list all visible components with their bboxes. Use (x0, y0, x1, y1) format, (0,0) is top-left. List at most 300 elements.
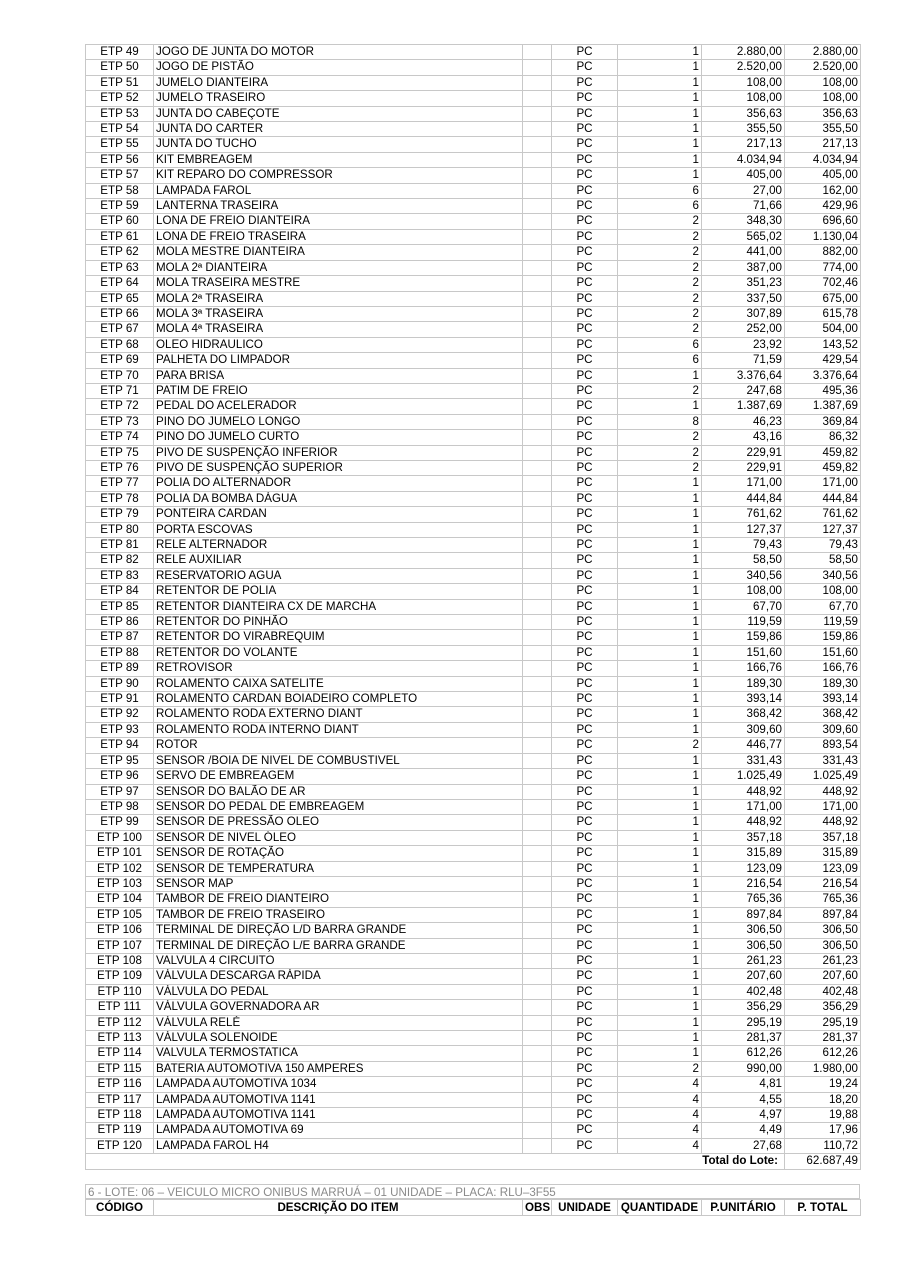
item-code: ETP 109 (86, 969, 154, 984)
item-total: 127,37 (785, 522, 861, 537)
table-row (86, 183, 861, 198)
table-row (86, 769, 861, 784)
item-obs (523, 276, 552, 291)
item-obs (523, 229, 552, 244)
item-obs (523, 152, 552, 167)
table-row (86, 1031, 861, 1046)
item-code: ETP 118 (86, 1108, 154, 1123)
item-code: ETP 86 (86, 615, 154, 630)
item-total: 504,00 (785, 322, 861, 337)
item-quantity: 4 (618, 1077, 702, 1092)
item-total: 162,00 (785, 183, 861, 198)
item-unit: PC (552, 953, 618, 968)
item-unit: PC (552, 830, 618, 845)
table-row (86, 538, 861, 553)
item-code: ETP 55 (86, 137, 154, 152)
item-quantity: 2 (618, 260, 702, 275)
item-unit: PC (552, 245, 618, 260)
item-description: TERMINAL DE DIREÇÃO L/D BARRA GRANDE (154, 923, 523, 938)
item-unit-price: 207,60 (702, 969, 785, 984)
item-obs (523, 1138, 552, 1153)
item-total: 18,20 (785, 1092, 861, 1107)
item-obs (523, 445, 552, 460)
item-description: SENSOR DE TEMPERATURA (154, 861, 523, 876)
item-unit-price: 295,19 (702, 1015, 785, 1030)
item-total: 369,84 (785, 414, 861, 429)
item-code: ETP 98 (86, 799, 154, 814)
item-unit-price: 565,02 (702, 229, 785, 244)
item-total: 1.025,49 (785, 769, 861, 784)
item-code: ETP 88 (86, 645, 154, 660)
item-description: JUMELO DIANTEIRA (154, 75, 523, 90)
item-code: ETP 103 (86, 876, 154, 891)
item-obs (523, 953, 552, 968)
item-quantity: 1 (618, 399, 702, 414)
item-quantity: 1 (618, 122, 702, 137)
table-row (86, 692, 861, 707)
table-row (86, 599, 861, 614)
lot-total-spacer (86, 1154, 618, 1169)
item-unit-price: 247,68 (702, 383, 785, 398)
table-row (86, 676, 861, 691)
item-unit: PC (552, 753, 618, 768)
item-description: RETENTOR DIANTEIRA CX DE MARCHA (154, 599, 523, 614)
item-quantity: 1 (618, 722, 702, 737)
item-unit-price: 990,00 (702, 1061, 785, 1076)
item-quantity: 2 (618, 430, 702, 445)
item-unit: PC (552, 861, 618, 876)
item-quantity: 1 (618, 599, 702, 614)
item-unit-price: 71,66 (702, 199, 785, 214)
item-total: 281,37 (785, 1031, 861, 1046)
item-unit-price: 4,81 (702, 1077, 785, 1092)
table-row (86, 168, 861, 183)
item-description: RETENTOR DO PINHÃO (154, 615, 523, 630)
item-quantity: 2 (618, 276, 702, 291)
item-description: RETENTOR DE POLIA (154, 584, 523, 599)
item-unit: PC (552, 106, 618, 121)
item-unit-price: 309,60 (702, 722, 785, 737)
item-total: 615,78 (785, 306, 861, 321)
item-unit: PC (552, 337, 618, 352)
item-total: 459,82 (785, 445, 861, 460)
item-unit-price: 151,60 (702, 645, 785, 660)
item-total: 143,52 (785, 337, 861, 352)
item-unit-price: 315,89 (702, 846, 785, 861)
item-unit-price: 405,00 (702, 168, 785, 183)
item-quantity: 1 (618, 615, 702, 630)
item-description: TAMBOR DE FREIO DIANTEIRO (154, 892, 523, 907)
table-row (86, 1015, 861, 1030)
item-description: JUMELO TRASEIRO (154, 91, 523, 106)
item-code: ETP 61 (86, 229, 154, 244)
item-obs (523, 1123, 552, 1138)
item-obs (523, 923, 552, 938)
header-code: CÓDIGO (86, 1200, 154, 1216)
item-unit: PC (552, 984, 618, 999)
item-code: ETP 107 (86, 938, 154, 953)
item-code: ETP 82 (86, 553, 154, 568)
item-obs (523, 522, 552, 537)
item-total: 368,42 (785, 707, 861, 722)
item-description: SENSOR DE NIVEL ÓLEO (154, 830, 523, 845)
table-row (86, 122, 861, 137)
table-row (86, 707, 861, 722)
item-code: ETP 50 (86, 60, 154, 75)
item-quantity: 1 (618, 91, 702, 106)
item-quantity: 1 (618, 984, 702, 999)
table-row (86, 106, 861, 121)
table-row (86, 322, 861, 337)
table-row (86, 615, 861, 630)
item-obs (523, 661, 552, 676)
item-description: LONA DE FREIO TRASEIRA (154, 229, 523, 244)
item-description: JOGO DE JUNTA DO MOTOR (154, 45, 523, 60)
item-code: ETP 66 (86, 306, 154, 321)
item-description: ROTOR (154, 738, 523, 753)
item-code: ETP 70 (86, 368, 154, 383)
item-total: 448,92 (785, 815, 861, 830)
item-description: MOLA MESTRE DIANTEIRA (154, 245, 523, 260)
item-code: ETP 57 (86, 168, 154, 183)
table-row (86, 969, 861, 984)
item-description: ROLAMENTO CARDAN BOIADEIRO COMPLETO (154, 692, 523, 707)
item-unit: PC (552, 75, 618, 90)
item-total: 108,00 (785, 584, 861, 599)
table-row (86, 430, 861, 445)
item-code: ETP 49 (86, 45, 154, 60)
item-unit: PC (552, 568, 618, 583)
item-code: ETP 62 (86, 245, 154, 260)
item-quantity: 1 (618, 168, 702, 183)
item-obs (523, 245, 552, 260)
item-obs (523, 738, 552, 753)
next-lot-title: 6 - LOTE: 06 – VEICULO MICRO ONIBUS MARRUÁ – 01 UNIDADE – PLACA: RLU–3F55 (85, 1184, 860, 1199)
lot-total-label: Total do Lote: (618, 1154, 785, 1169)
item-code: ETP 97 (86, 784, 154, 799)
item-description: MOLA TRASEIRA MESTRE (154, 276, 523, 291)
item-obs (523, 568, 552, 583)
item-code: ETP 84 (86, 584, 154, 599)
item-total: 761,62 (785, 507, 861, 522)
item-total: 495,36 (785, 383, 861, 398)
header-unit: UNIDADE (552, 1200, 618, 1216)
item-obs (523, 460, 552, 475)
item-quantity: 1 (618, 568, 702, 583)
item-unit-price: 1.387,69 (702, 399, 785, 414)
next-lot-column-headers (85, 1199, 861, 1216)
item-description: ROLAMENTO RODA INTERNO DIANT (154, 722, 523, 737)
item-unit-price: 46,23 (702, 414, 785, 429)
items-body (86, 45, 861, 1170)
item-obs (523, 984, 552, 999)
item-obs (523, 753, 552, 768)
item-total: 2.520,00 (785, 60, 861, 75)
table-row (86, 830, 861, 845)
item-quantity: 1 (618, 1000, 702, 1015)
item-unit-price: 58,50 (702, 553, 785, 568)
item-quantity: 1 (618, 476, 702, 491)
item-code: ETP 92 (86, 707, 154, 722)
item-code: ETP 120 (86, 1138, 154, 1153)
table-row (86, 476, 861, 491)
item-total: 765,36 (785, 892, 861, 907)
table-row (86, 799, 861, 814)
item-total: 393,14 (785, 692, 861, 707)
item-code: ETP 60 (86, 214, 154, 229)
item-unit-price: 356,29 (702, 1000, 785, 1015)
header-quantity: QUANTIDADE (618, 1200, 702, 1216)
item-quantity: 1 (618, 692, 702, 707)
item-unit-price: 216,54 (702, 876, 785, 891)
item-quantity: 1 (618, 137, 702, 152)
table-row (86, 553, 861, 568)
item-unit-price: 252,00 (702, 322, 785, 337)
item-code: ETP 115 (86, 1061, 154, 1076)
item-total: 893,54 (785, 738, 861, 753)
item-quantity: 1 (618, 507, 702, 522)
item-unit: PC (552, 553, 618, 568)
item-total: 306,50 (785, 923, 861, 938)
item-obs (523, 60, 552, 75)
item-description: SENSOR DE ROTAÇÃO (154, 846, 523, 861)
item-unit: PC (552, 615, 618, 630)
item-unit: PC (552, 707, 618, 722)
table-row (86, 137, 861, 152)
table-row (86, 722, 861, 737)
item-code: ETP 105 (86, 907, 154, 922)
item-quantity: 1 (618, 1015, 702, 1030)
items-table (85, 44, 861, 1170)
item-obs (523, 337, 552, 352)
item-code: ETP 56 (86, 152, 154, 167)
item-obs (523, 722, 552, 737)
item-total: 309,60 (785, 722, 861, 737)
item-obs (523, 430, 552, 445)
item-description: RELE ALTERNADOR (154, 538, 523, 553)
item-unit: PC (552, 306, 618, 321)
item-quantity: 1 (618, 846, 702, 861)
item-total: 315,89 (785, 846, 861, 861)
item-total: 110,72 (785, 1138, 861, 1153)
item-obs (523, 399, 552, 414)
item-obs (523, 168, 552, 183)
item-unit-price: 4,55 (702, 1092, 785, 1107)
item-code: ETP 106 (86, 923, 154, 938)
item-unit: PC (552, 60, 618, 75)
item-quantity: 1 (618, 969, 702, 984)
item-quantity: 1 (618, 60, 702, 75)
item-total: 108,00 (785, 91, 861, 106)
item-unit: PC (552, 599, 618, 614)
item-unit: PC (552, 137, 618, 152)
item-description: TAMBOR DE FREIO TRASEIRO (154, 907, 523, 922)
item-description: JUNTA DO CARTER (154, 122, 523, 137)
item-code: ETP 64 (86, 276, 154, 291)
item-obs (523, 476, 552, 491)
item-unit-price: 166,76 (702, 661, 785, 676)
item-description: SENSOR DO PEDAL DE EMBREAGEM (154, 799, 523, 814)
item-obs (523, 306, 552, 321)
item-unit: PC (552, 45, 618, 60)
item-total: 67,70 (785, 599, 861, 614)
item-total: 356,63 (785, 106, 861, 121)
table-row (86, 661, 861, 676)
item-code: ETP 89 (86, 661, 154, 676)
table-row (86, 1092, 861, 1107)
item-total: 774,00 (785, 260, 861, 275)
item-total: 17,96 (785, 1123, 861, 1138)
item-description: LANTERNA TRASEIRA (154, 199, 523, 214)
item-unit-price: 897,84 (702, 907, 785, 922)
item-description: VÁLVULA GOVERNADORA AR (154, 1000, 523, 1015)
item-obs (523, 291, 552, 306)
item-code: ETP 90 (86, 676, 154, 691)
item-obs (523, 892, 552, 907)
item-description: MOLA 2ª DIANTEIRA (154, 260, 523, 275)
item-description: RETENTOR DO VIRABREQUIM (154, 630, 523, 645)
item-unit: PC (552, 414, 618, 429)
table-row (86, 522, 861, 537)
item-unit: PC (552, 229, 618, 244)
item-unit: PC (552, 353, 618, 368)
item-quantity: 2 (618, 738, 702, 753)
item-unit: PC (552, 815, 618, 830)
item-unit: PC (552, 1015, 618, 1030)
item-description: VALVULA TERMOSTATICA (154, 1046, 523, 1061)
item-code: ETP 87 (86, 630, 154, 645)
item-total: 108,00 (785, 75, 861, 90)
table-row (86, 491, 861, 506)
item-total: 261,23 (785, 953, 861, 968)
item-code: ETP 113 (86, 1031, 154, 1046)
header-total: P. TOTAL (785, 1200, 861, 1216)
table-row (86, 368, 861, 383)
item-unit-price: 444,84 (702, 491, 785, 506)
item-total: 356,29 (785, 1000, 861, 1015)
item-quantity: 1 (618, 953, 702, 968)
item-unit: PC (552, 661, 618, 676)
header-description: DESCRIÇÃO DO ITEM (154, 1200, 523, 1216)
item-description: RETROVISOR (154, 661, 523, 676)
item-code: ETP 111 (86, 1000, 154, 1015)
item-description: ROLAMENTO CAIXA SATELITE (154, 676, 523, 691)
item-obs (523, 122, 552, 137)
item-unit: PC (552, 645, 618, 660)
item-unit-price: 229,91 (702, 460, 785, 475)
item-code: ETP 83 (86, 568, 154, 583)
item-unit: PC (552, 522, 618, 537)
header-unit-price: P.UNITÁRIO (702, 1200, 785, 1216)
item-unit-price: 27,00 (702, 183, 785, 198)
table-row (86, 306, 861, 321)
table-row (86, 984, 861, 999)
item-unit: PC (552, 538, 618, 553)
item-unit-price: 3.376,64 (702, 368, 785, 383)
table-row (86, 45, 861, 60)
item-quantity: 1 (618, 584, 702, 599)
item-unit-price: 123,09 (702, 861, 785, 876)
item-obs (523, 1092, 552, 1107)
item-quantity: 1 (618, 923, 702, 938)
item-unit: PC (552, 938, 618, 953)
item-description: LAMPADA AUTOMOTIVA 1034 (154, 1077, 523, 1092)
item-unit: PC (552, 460, 618, 475)
item-description: SENSOR MAP (154, 876, 523, 891)
item-code: ETP 69 (86, 353, 154, 368)
item-total: 402,48 (785, 984, 861, 999)
item-code: ETP 112 (86, 1015, 154, 1030)
item-unit-price: 281,37 (702, 1031, 785, 1046)
item-total: 429,54 (785, 353, 861, 368)
item-code: ETP 65 (86, 291, 154, 306)
item-unit: PC (552, 291, 618, 306)
item-total: 119,59 (785, 615, 861, 630)
item-quantity: 1 (618, 75, 702, 90)
item-total: 86,32 (785, 430, 861, 445)
item-quantity: 4 (618, 1092, 702, 1107)
table-row (86, 152, 861, 167)
item-obs (523, 214, 552, 229)
item-total: 19,88 (785, 1108, 861, 1123)
item-quantity: 1 (618, 152, 702, 167)
item-quantity: 2 (618, 291, 702, 306)
item-obs (523, 75, 552, 90)
item-unit: PC (552, 676, 618, 691)
item-unit: PC (552, 122, 618, 137)
item-quantity: 1 (618, 676, 702, 691)
item-unit: PC (552, 784, 618, 799)
item-total: 340,56 (785, 568, 861, 583)
item-code: ETP 117 (86, 1092, 154, 1107)
item-unit: PC (552, 445, 618, 460)
table-row (86, 584, 861, 599)
item-description: VÁLVULA SOLENOIDE (154, 1031, 523, 1046)
item-quantity: 1 (618, 538, 702, 553)
item-code: ETP 80 (86, 522, 154, 537)
item-obs (523, 260, 552, 275)
item-quantity: 1 (618, 753, 702, 768)
item-unit: PC (552, 923, 618, 938)
item-unit: PC (552, 876, 618, 891)
item-code: ETP 96 (86, 769, 154, 784)
item-code: ETP 104 (86, 892, 154, 907)
item-unit: PC (552, 1123, 618, 1138)
item-obs (523, 799, 552, 814)
item-quantity: 1 (618, 707, 702, 722)
item-code: ETP 72 (86, 399, 154, 414)
item-unit: PC (552, 1092, 618, 1107)
item-unit: PC (552, 738, 618, 753)
item-total: 675,00 (785, 291, 861, 306)
table-row (86, 1123, 861, 1138)
item-unit-price: 159,86 (702, 630, 785, 645)
item-unit-price: 79,43 (702, 538, 785, 553)
item-code: ETP 91 (86, 692, 154, 707)
item-quantity: 6 (618, 353, 702, 368)
table-row (86, 199, 861, 214)
item-code: ETP 53 (86, 106, 154, 121)
table-row (86, 738, 861, 753)
item-total: 612,26 (785, 1046, 861, 1061)
item-total: 171,00 (785, 476, 861, 491)
item-unit: PC (552, 1000, 618, 1015)
item-unit-price: 448,92 (702, 784, 785, 799)
table-row (86, 245, 861, 260)
item-total: 58,50 (785, 553, 861, 568)
item-obs (523, 846, 552, 861)
item-quantity: 2 (618, 1061, 702, 1076)
